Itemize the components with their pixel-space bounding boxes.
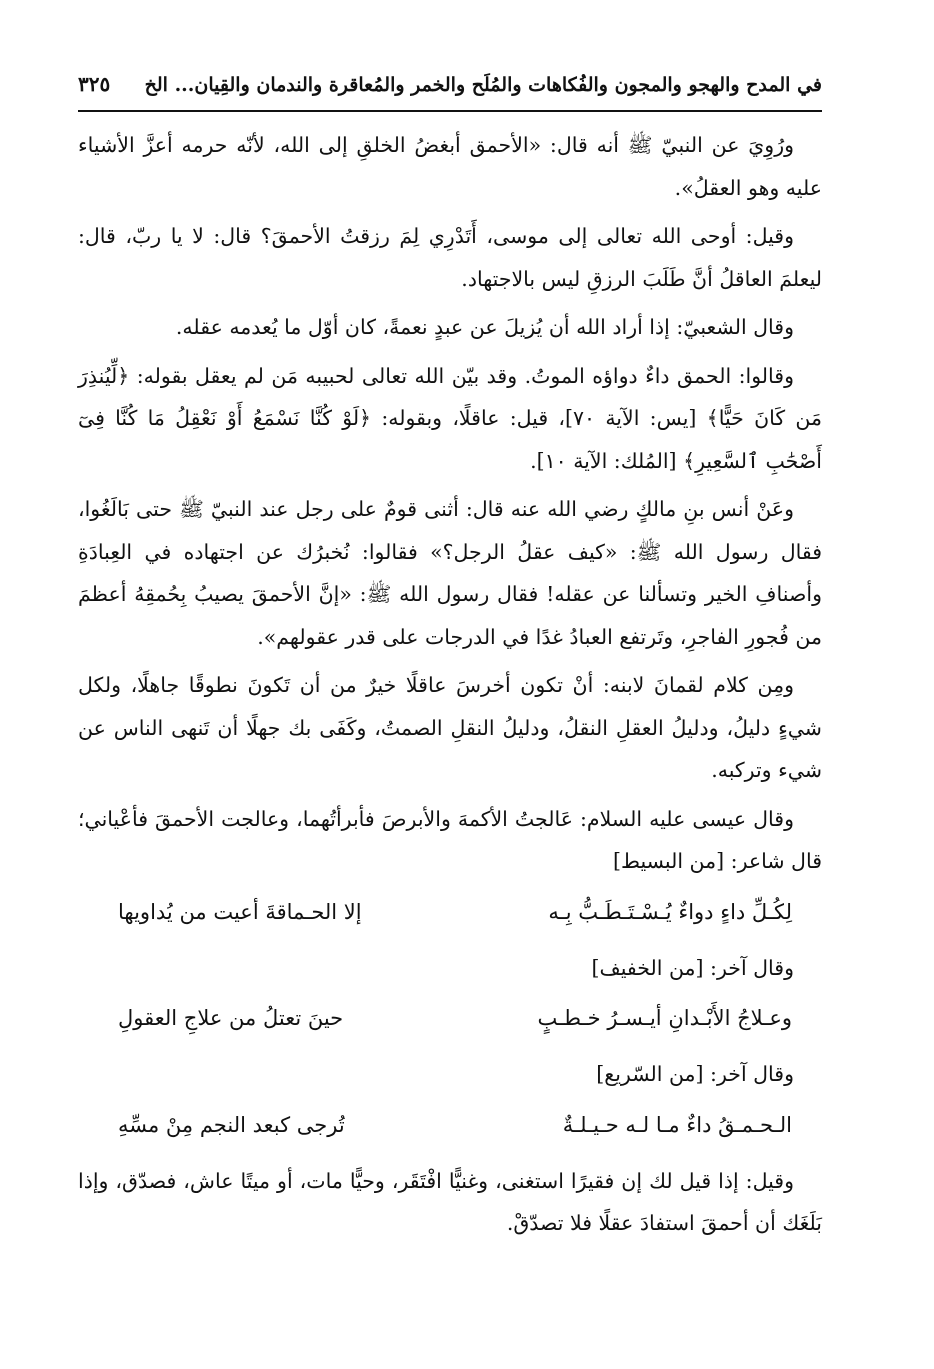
verse-1-second-hemistich: إلا الحـماقةَ أعيت من يُداويها xyxy=(118,899,362,924)
verse-1-first-hemistich: لِكُـلِّ داءٍ دواءٌ يُـسْـتَـطَـبُّ بِـه xyxy=(548,899,792,924)
paragraph-luqman: ومِن كلام لقمانَ لابنه: أنْ تكون أخرسَ عاقلًا خيرٌ من أن تَكونَ نطوقًا جاهلًا، ولكل شيءٍ دليلُ، ودليلُ العقلِ النقلُ، ودليلُ النقلِ الصمتُ، وكَفَى بك جهلًا أن تَنهى الناس عن شيء وتركبه. xyxy=(78,673,822,782)
paragraph-musa: وقيل: أوحى الله تعالى إلى موسى، أَتَدْرِي لِمَ رزقتُ الأحمقَ؟ قال: لا يا ربّ، قال: ليعلمَ العاقلُ أنَّ طَلَبَ الرزقِ ليس بالاجتهاد. xyxy=(78,224,822,291)
paragraph-shabi: وقال الشعبيّ: إذا أراد الله أن يُزيلَ عن عبدٍ نعمةً، كان أوّل ما يُعدمه عقله. xyxy=(175,315,794,339)
verse-3-first-hemistich: الـحـمـقُ داءٌ مـا لـه حـيـلـةٌ xyxy=(562,1112,792,1137)
chapter-title: في المدح والهجو والمجون والفُكاهات والمُلَح والخمر والمُعاقرة والندمان والقِيان... الخ xyxy=(144,74,822,96)
verse-line-2 xyxy=(78,995,822,1041)
paragraph-anas: وعَنْ أنس بنِ مالكٍ رضي الله عنه قال: أثنى قومٌ على رجل عند النبيّ ﷺ حتى بَالَغُوا، فقال رسول الله ﷺ: «كيف عقلُ الرجل؟» فقالوا: نُخبرُك عن اجتهاده في العِبادَةِ وأصنافِ الخير وتسألنا عن عقله! فقال رسول الله ﷺ: «إنَّ الأحمقَ يصيبُ بِحُمقِهُ أعظمَ من فُجورِ الفاجرِ، وتَرتفع العبادُ غدًا في الدرجات على قدر عقولهم». xyxy=(78,497,822,649)
page-number: ٣٢٥ xyxy=(78,72,111,96)
book-page xyxy=(78,60,822,1329)
verse-line-3 xyxy=(78,1102,822,1148)
verse-line-1 xyxy=(78,889,822,935)
paragraph-hadith-ahmaq: ورُوِيَ عن النبيّ ﷺ أنه قال: «الأحمق أبغضُ الخلقِ إلى الله، لأنّه حرمه أعزَّ الأشياء عليه وهو العقلُ». xyxy=(78,133,822,200)
paragraph-isa: وقال عيسى عليه السلام: عَالجتُ الأكمهَ والأبرصَ فأبرأتُهما، وعالجت الأحمقَ فأعْياني؛ قال شاعر: [من البسيط] xyxy=(78,806,822,873)
paragraph-final: وقيل: إذا قيل لك إن فقيرًا استغنى، وغنيًّا افْتَقَر، وحيًّا مات، أو ميتًا عاش، فصدّق، وإذا بَلَغَك أن أحمقَ استفادَ عقلًا فلا تصدّقْ. xyxy=(78,1168,822,1235)
page-body xyxy=(78,124,822,1245)
verse-2-first-hemistich: وعـلاجُ الأَبْـدانِ أيـسـرُ خـطـبٍ xyxy=(537,1006,792,1030)
verse-3-second-hemistich: تُرجى كبعد النجم مِنْ مسِّهِ xyxy=(118,1112,345,1137)
verse-label-3: وقال آخر: [من السّريع] xyxy=(596,1062,794,1086)
paragraph-quran: وقالوا: الحمق داءٌ دواؤه الموتُ. وقد بيّن الله تعالى لحبيبه مَن لم يعقل بقوله: ﴿لِّيُنذِرَ مَن كَانَ حَيًّا﴾ [يس: الآية ٧٠]، قيل: عاقلًا، وبقوله: ﴿لَوْ كُنَّا نَسْمَعُ أَوْ نَعْقِلُ مَا كُنَّا فِىٓ أَصْحَٰبِ ٱلسَّعِيرِ﴾ [المُلك: الآية ١٠]. xyxy=(78,363,822,473)
verse-label-2: وقال آخر: [من الخفيف] xyxy=(591,955,794,980)
verse-2-second-hemistich: حينَ تعتلُ من علاجِ العقولِ xyxy=(118,1006,344,1030)
running-header xyxy=(78,60,822,112)
